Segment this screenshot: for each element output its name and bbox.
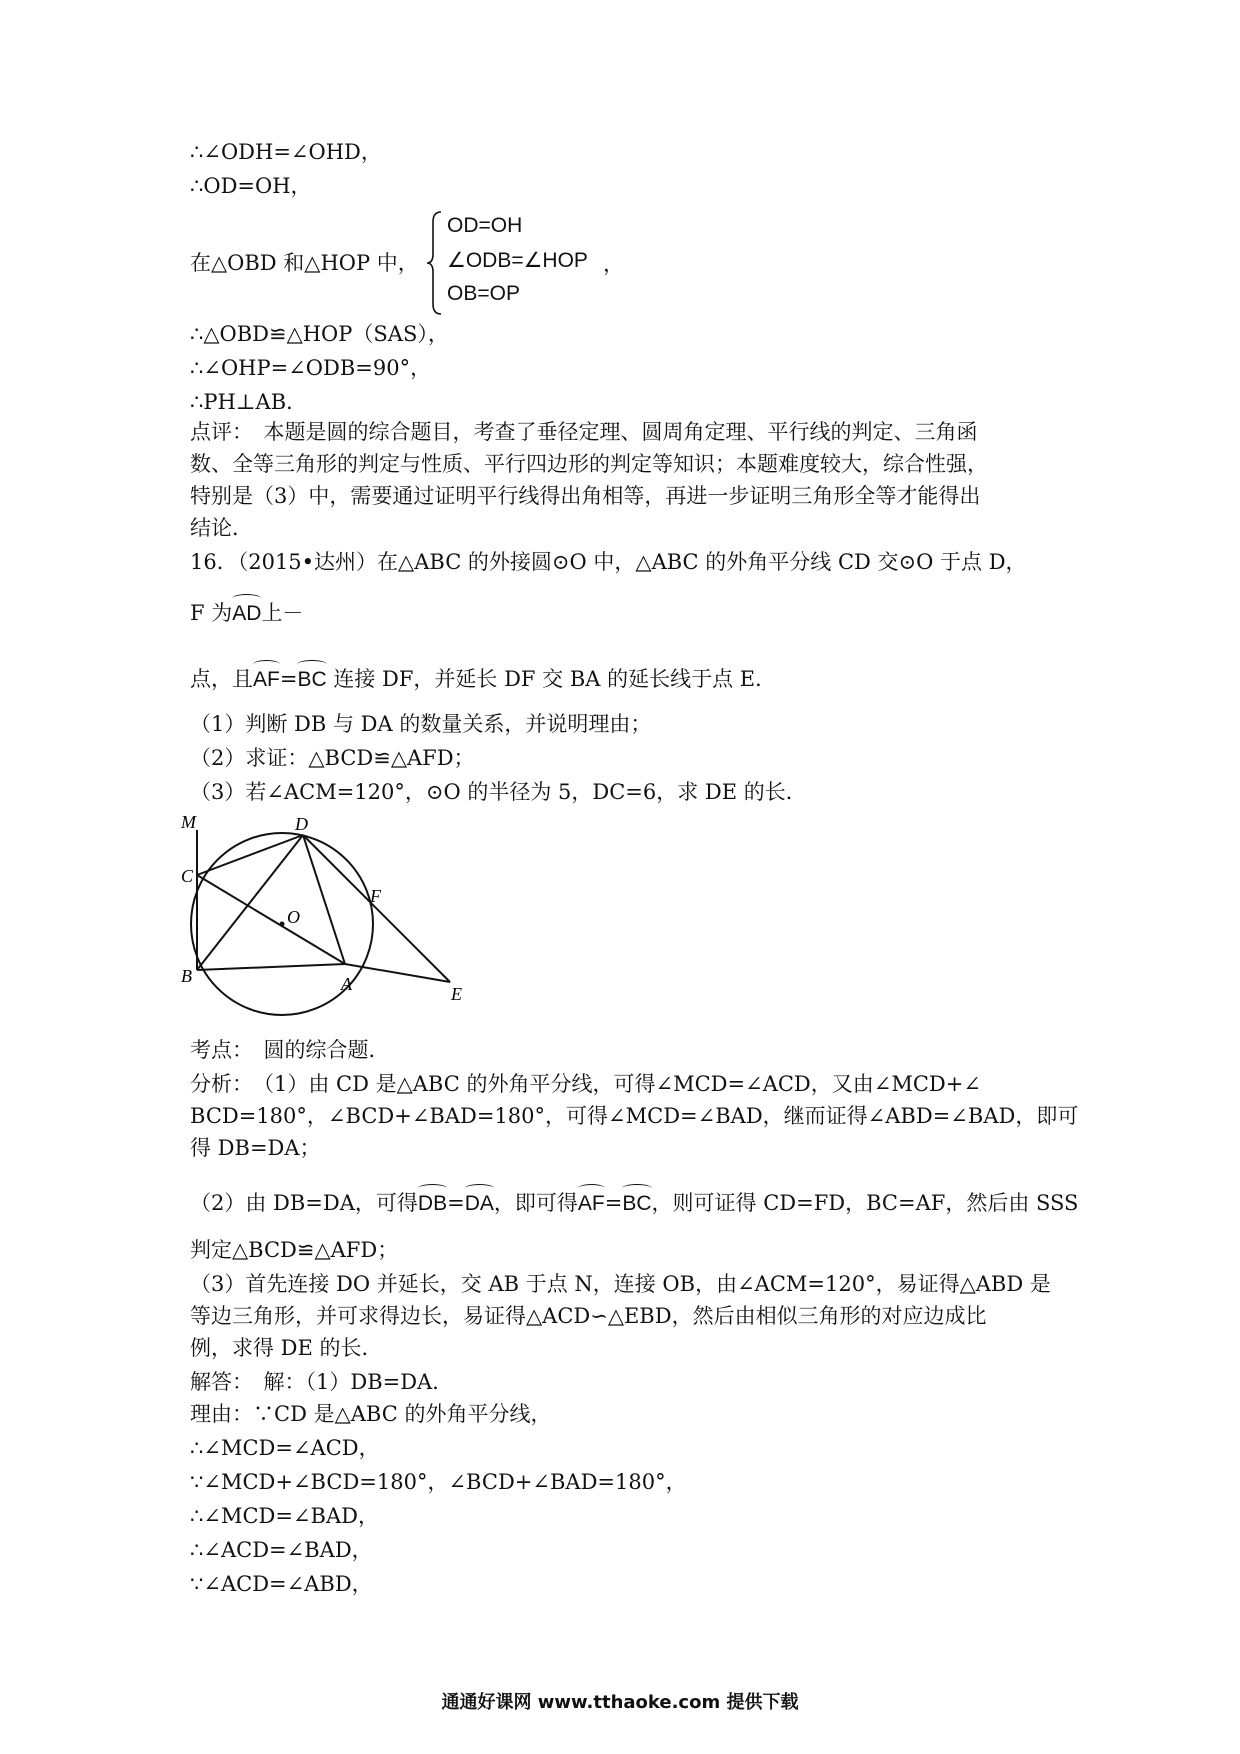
page-footer: 通通好课网 www.tthaoke.com 提供下载 — [441, 1692, 799, 1713]
proof-line-2: ∴OD=OH， — [190, 174, 312, 198]
subquestion-3: （3）若∠ACM=120°，⊙O 的半径为 5，DC=6，求 DE 的长． — [190, 780, 807, 804]
analysis-line-8: 例，求得 DE 的长． — [190, 1336, 383, 1360]
label-d: D — [295, 814, 308, 834]
analysis-line-7: 等边三角形，并可求得边长，易证得△ACD∽△EBD，然后由相似三角形的对应边成比 — [190, 1304, 987, 1328]
analysis-line-3: 得 DB=DA； — [190, 1136, 321, 1160]
solution-line-6: ∵∠ACD=∠ABD， — [190, 1572, 373, 1596]
label-m: M — [181, 812, 196, 832]
solution-line-4: ∴∠MCD=∠BAD， — [190, 1504, 379, 1528]
geometry-figure — [181, 810, 485, 1015]
question-16-title: 16．（2015•达州）在△ABC 的外接圆⊙O 中，△ABC 的外角平分线 CD 交⊙O 于点 D， — [190, 550, 1027, 574]
line-de — [303, 835, 450, 982]
line-ca — [197, 875, 345, 964]
question-16-line-3 — [190, 660, 776, 694]
q16-prefix: F 为 — [190, 601, 233, 625]
fx4-b: ，即可得 — [493, 1191, 578, 1215]
analysis-line-5: 判定△BCD≌△AFD； — [190, 1238, 399, 1262]
fx4-eq1: = — [447, 1191, 465, 1215]
fx4-c: ，则可证得 CD=FD，BC=AF，然后由 SSS — [651, 1191, 1079, 1215]
question-16-line-2 — [190, 594, 303, 628]
arc-db: DB — [418, 1184, 447, 1218]
label-c: C — [181, 866, 194, 886]
label-a: A — [341, 974, 352, 994]
line-da — [303, 835, 345, 964]
q16-suffix: 上－ — [261, 601, 304, 625]
subquestion-2: （2）求证：△BCD≌△AFD； — [190, 746, 475, 770]
q16c-suffix: 连接 DF，并延长 DF 交 BA 的延长线于点 E． — [326, 667, 777, 691]
system-comma: ， — [603, 253, 624, 276]
review-line-2: 数、全等三角形的判定与性质、平行四边形的判定等知识；本题难度较大，综合性强， — [190, 452, 988, 476]
analysis-line-6: （3）首先连接 DO 并延长，交 AB 于点 N，连接 OB，由∠ACM=120°，易证得△ABD 是 — [190, 1272, 1051, 1296]
system-row-1: OD=OH — [447, 214, 523, 237]
review-line-4: 结论． — [190, 516, 253, 540]
label-e: E — [451, 984, 462, 1004]
analysis-line-1: 分析： （1）由 CD 是△ABC 的外角平分线，可得∠MCD=∠ACD，又由∠MCD+∠ — [190, 1072, 981, 1096]
left-brace-icon — [425, 210, 445, 316]
review-line-3: 特别是（3）中，需要通过证明平行线得出角相等，再进一步证明三角形全等才能得出 — [190, 484, 981, 508]
proof-line-1: ∴∠ODH=∠OHD， — [190, 140, 382, 164]
fx4-a: （2）由 DB=DA，可得 — [190, 1191, 418, 1215]
proof-line-3: 在△OBD 和△HOP 中， — [190, 251, 419, 275]
center-point — [280, 922, 285, 927]
system-row-3: OB=OP — [447, 282, 520, 305]
equation-system — [425, 210, 635, 316]
proof-line-6: ∴PH⊥AB． — [190, 390, 308, 414]
arc-af-2: AF — [578, 1184, 605, 1218]
solution-line-1: 理由：∵CD 是△ABC 的外角平分线， — [190, 1402, 552, 1426]
solution-line-2: ∴∠MCD=∠ACD， — [190, 1436, 380, 1460]
arc-da: DA — [465, 1184, 494, 1218]
label-b: B — [181, 966, 192, 986]
proof-line-5: ∴∠OHP=∠ODB=90°， — [190, 356, 432, 380]
fx4-eq2: = — [604, 1191, 623, 1215]
system-row-2: ∠ODB=∠HOP — [447, 249, 588, 272]
arc-bc-2: BC — [622, 1184, 651, 1218]
arc-bc: BC — [297, 660, 326, 694]
analysis-line-4 — [190, 1184, 1078, 1218]
solution-line-3: ∵∠MCD+∠BCD=180°，∠BCD+∠BAD=180°， — [190, 1470, 687, 1494]
q16c-prefix: 点，且 — [190, 667, 253, 691]
subquestion-1: （1）判断 DB 与 DA 的数量关系，并说明理由； — [190, 712, 652, 736]
answer-title: 解答： 解：（1）DB=DA． — [190, 1370, 454, 1394]
q16c-eq: = — [279, 667, 298, 691]
arc-af: AF — [253, 660, 280, 694]
label-o: O — [287, 907, 300, 927]
review-line-1: 点评： 本题是圆的综合题目，考查了垂径定理、圆周角定理、平行线的判定、三角函 — [190, 420, 978, 444]
knowledge-point: 考点： 圆的综合题． — [190, 1038, 390, 1062]
proof-line-4: ∴△OBD≌△HOP（SAS）， — [190, 322, 449, 346]
line-ba — [197, 964, 345, 970]
analysis-line-2: BCD=180°，∠BCD+∠BAD=180°，可得∠MCD=∠BAD，继而证得∠ABD=∠BAD，即可 — [190, 1104, 1079, 1128]
solution-line-5: ∴∠ACD=∠BAD， — [190, 1538, 373, 1562]
label-f: F — [370, 886, 381, 906]
arc-ad: AD — [232, 594, 261, 628]
